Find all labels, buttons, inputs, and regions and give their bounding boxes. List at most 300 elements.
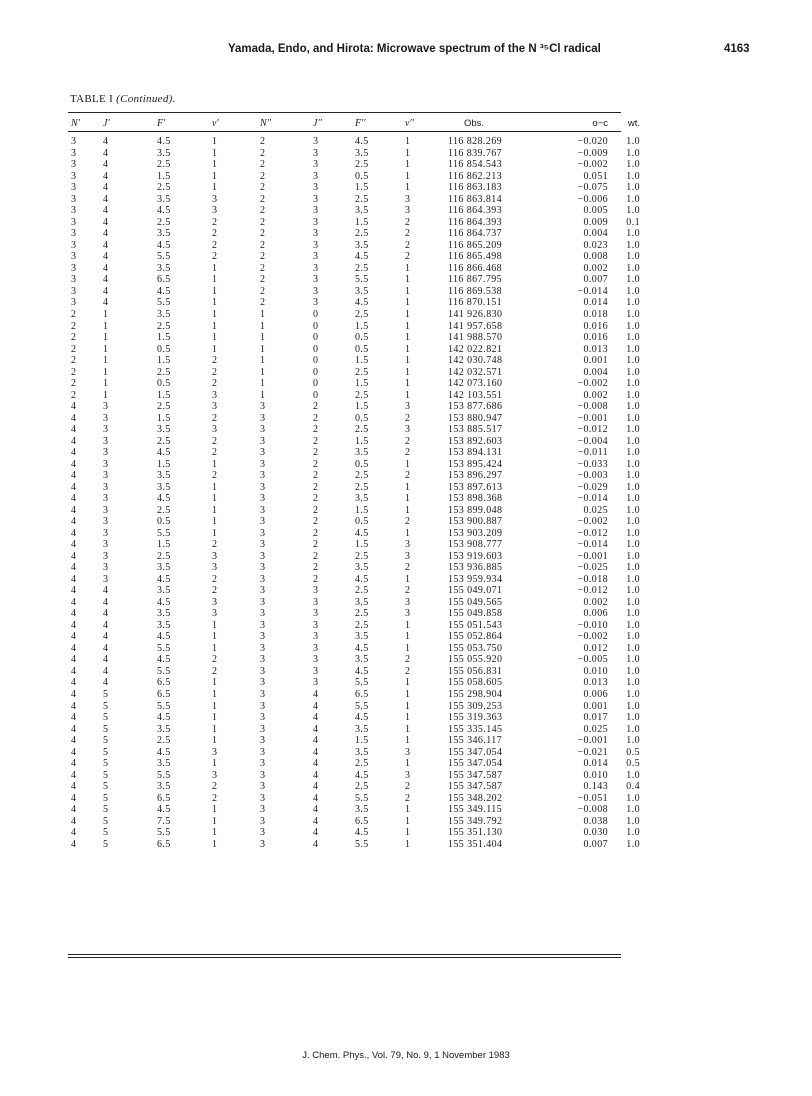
table-cell: 1.0 — [626, 470, 640, 482]
table-cell: 3 — [260, 758, 266, 770]
table-cell: 1.0 — [626, 827, 640, 839]
table-row — [68, 159, 642, 171]
table-cell: 4 — [103, 228, 109, 240]
table-cell: 2.5 — [355, 389, 369, 401]
table-cell: 1 — [405, 527, 411, 539]
table-cell: 3 — [260, 585, 266, 597]
table-cell: 4.5 — [157, 596, 171, 608]
table-cell: 1 — [405, 689, 411, 700]
table-cell: 5 — [103, 792, 109, 804]
table-cell: −0.006 — [577, 193, 608, 205]
table-cell: 3.5 — [157, 723, 171, 735]
table-cell: −0.021 — [577, 746, 608, 758]
table-cell: 3.5 — [157, 619, 171, 631]
table-cell: 3.5 — [355, 447, 369, 459]
table-cell: 4.5 — [355, 665, 369, 677]
table-cell: 2 — [260, 182, 266, 194]
table-cell: 1 — [212, 274, 218, 286]
table-row — [68, 585, 642, 597]
table-cell: 116 828.269 — [448, 136, 503, 148]
table-cell: 1.5 — [157, 539, 171, 551]
table-cell: 2 — [212, 654, 218, 666]
table-cell: 0.5 — [355, 412, 369, 424]
table-cell: 1 — [405, 147, 411, 159]
table-cell: 3.5 — [355, 654, 369, 666]
table-cell: 1 — [405, 389, 411, 401]
table-cell: 2 — [313, 435, 319, 447]
table-cell: 116 864.393 — [448, 216, 503, 228]
table-cell: 2 — [313, 527, 319, 539]
table-cell: 1 — [212, 147, 218, 159]
table-cell: 4.5 — [157, 136, 171, 148]
table-row — [68, 815, 642, 827]
table-cell: −0.025 — [577, 562, 608, 574]
table-row — [68, 539, 642, 551]
table-row — [68, 148, 642, 160]
table-cell: 1 — [212, 182, 218, 194]
table-cell: 2 — [405, 781, 411, 793]
table-cell: 116 865.498 — [448, 251, 503, 263]
table-cell: −0.014 — [577, 285, 608, 297]
table-cell: 3 — [405, 401, 411, 413]
table-cell: 3.5 — [355, 285, 369, 297]
table-cell: 3 — [260, 769, 266, 781]
table-cell: −0.002 — [577, 159, 608, 171]
table-cell: 3 — [260, 470, 266, 482]
table-cell: −0.029 — [577, 481, 608, 493]
table-cell: 5.5 — [157, 769, 171, 781]
table-cell: 0.001 — [583, 700, 608, 712]
table-cell: 3 — [260, 665, 266, 677]
table-cell: 4 — [103, 182, 109, 194]
table-cell: 0.010 — [583, 769, 608, 781]
table-cell: 3 — [260, 401, 266, 413]
table-cell: 2 — [313, 447, 319, 459]
table-cell: 1 — [405, 481, 411, 493]
table-row — [68, 458, 642, 470]
table-row — [68, 470, 642, 482]
table-cell: 1.5 — [157, 355, 171, 367]
table-cell: 4 — [71, 665, 77, 677]
table-cell: 0.5 — [355, 170, 369, 182]
table-cell: 4 — [71, 596, 77, 608]
table-cell: 0 — [313, 332, 319, 344]
table-cell: 1.0 — [626, 285, 640, 297]
table-cell: 4 — [313, 700, 319, 712]
table-cell: 0 — [313, 320, 319, 332]
table-cell: 5 — [103, 700, 109, 712]
table-cell: 3 — [71, 136, 77, 148]
table-cell: 3 — [313, 274, 319, 286]
table-cell: −0.020 — [577, 136, 608, 148]
table-cell: 3.5 — [157, 608, 171, 620]
table-cell: 141 957.658 — [448, 320, 503, 332]
table-cell: 0.143 — [583, 781, 608, 793]
table-cell: −0.009 — [577, 147, 608, 159]
table-cell: 1 — [212, 631, 218, 643]
table-cell: 5 — [103, 758, 109, 770]
table-cell: 2 — [212, 539, 218, 551]
table-cell: 1 — [405, 504, 411, 516]
table-cell: 0.002 — [583, 389, 608, 401]
table-row — [68, 182, 642, 194]
table-cell: 116 866.468 — [448, 262, 503, 274]
table-cell: 1 — [260, 389, 266, 401]
table-cell: 141 988.570 — [448, 332, 503, 344]
table-cell: 0.1 — [626, 216, 640, 228]
table-cell: 1 — [405, 297, 411, 309]
table-cell: 1.0 — [626, 539, 640, 551]
table-cell: 0.013 — [583, 677, 608, 689]
table-cell: 4 — [71, 493, 77, 505]
table-cell: 1 — [405, 366, 411, 378]
table-cell: 2.5 — [355, 193, 369, 205]
table-cell: 4 — [103, 596, 109, 608]
table-cell: 3 — [313, 631, 319, 643]
table-cell: 4 — [313, 804, 319, 816]
table-cell: 155 319.363 — [448, 712, 503, 724]
table-cell: 1 — [212, 516, 218, 528]
table-cell: 1.0 — [626, 182, 640, 194]
table-cell: 1 — [405, 355, 411, 367]
table-cell: 3 — [405, 608, 411, 620]
table-cell: 153 877.686 — [448, 401, 503, 413]
table-cell: 2 — [260, 262, 266, 274]
table-row — [68, 654, 642, 666]
table-cell: 1.0 — [626, 665, 640, 677]
table-cell: 3 — [313, 170, 319, 182]
table-cell: 3 — [260, 677, 266, 689]
table-cell: 3 — [405, 539, 411, 551]
table-cell: 2 — [405, 412, 411, 424]
table-cell: 4 — [103, 216, 109, 228]
table-cell: 4 — [103, 665, 109, 677]
table-cell: 2 — [405, 470, 411, 482]
table-cell: 4.5 — [157, 804, 171, 816]
table-cell: 1.0 — [626, 516, 640, 528]
table-cell: 2 — [71, 308, 77, 320]
table-cell: 3 — [260, 838, 266, 850]
table-cell: 0.007 — [583, 274, 608, 286]
table-cell: 0.005 — [583, 205, 608, 217]
col-header: F'' — [355, 117, 366, 129]
table-cell: −0.002 — [577, 516, 608, 528]
table-cell: 0.5 — [157, 378, 171, 390]
table-cell: 4 — [103, 631, 109, 643]
table-cell: 4 — [71, 827, 77, 839]
table-cell: 116 839.767 — [448, 147, 503, 159]
col-header: v'' — [405, 117, 414, 129]
table-cell: 2 — [260, 297, 266, 309]
table-cell: 3 — [260, 447, 266, 459]
table-cell: −0.012 — [577, 585, 608, 597]
table-cell: 3 — [103, 401, 109, 413]
table-cell: 1.5 — [355, 320, 369, 332]
table-cell: 155 351.404 — [448, 838, 503, 850]
table-cell: 4.5 — [355, 527, 369, 539]
table-cell: 1.0 — [626, 689, 640, 700]
table-cell: 153 903.209 — [448, 527, 503, 539]
table-cell: 1 — [405, 677, 411, 689]
table-cell: 3 — [260, 735, 266, 747]
table-cell: 0 — [313, 389, 319, 401]
table-cell: 1.0 — [626, 654, 640, 666]
table-cell: 1.0 — [626, 562, 640, 574]
table-row — [68, 723, 642, 735]
table-cell: 1.5 — [355, 735, 369, 747]
table-cell: 1 — [405, 136, 411, 148]
table-cell: 0.002 — [583, 262, 608, 274]
table-cell: 4 — [313, 815, 319, 827]
table-cell: 1.0 — [626, 332, 640, 344]
table-cell: −0.004 — [577, 435, 608, 447]
table-row — [68, 251, 642, 263]
table-cell: 0.4 — [626, 781, 640, 793]
table-cell: 3 — [313, 297, 319, 309]
table-cell: 0.013 — [583, 343, 608, 355]
table-cell: 1.0 — [626, 389, 640, 401]
table-cell: 116 863.814 — [448, 193, 503, 205]
table-cell: 4.5 — [355, 827, 369, 839]
table-cell: 0.014 — [583, 758, 608, 770]
table-cell: 2 — [405, 665, 411, 677]
table-row — [68, 746, 642, 758]
table-cell: 2 — [212, 378, 218, 390]
table-cell: 155 051.543 — [448, 619, 503, 631]
table-cell: 2.5 — [157, 159, 171, 171]
table-cell: 3 — [313, 285, 319, 297]
table-cell: 1.0 — [626, 677, 640, 689]
table-cell: 0.023 — [583, 239, 608, 251]
table-cell: 1 — [212, 619, 218, 631]
table-cell: 4 — [103, 251, 109, 263]
table-cell: 1 — [212, 320, 218, 332]
table-cell: 1 — [260, 366, 266, 378]
table-cell: 4.5 — [355, 297, 369, 309]
table-cell: −0.001 — [577, 412, 608, 424]
table-cell: 142 103.551 — [448, 389, 503, 401]
table-cell: 4 — [71, 481, 77, 493]
table-cell: 116 862.213 — [448, 170, 503, 182]
table-cell: 0.012 — [583, 642, 608, 654]
table-cell: 4 — [103, 159, 109, 171]
table-row — [68, 424, 642, 436]
table-cell: 0.030 — [583, 827, 608, 839]
table-cell: 0 — [313, 308, 319, 320]
table-cell: 4 — [103, 239, 109, 251]
table-cell: 1 — [405, 182, 411, 194]
table-cell: 3 — [260, 493, 266, 505]
table-cell: 3 — [260, 642, 266, 654]
table-cell: 3 — [212, 608, 218, 620]
table-cell: 3 — [313, 585, 319, 597]
table-cell: 4 — [313, 712, 319, 724]
table-cell: 4 — [103, 619, 109, 631]
table-cell: 2 — [405, 516, 411, 528]
table-cell: 1 — [212, 642, 218, 654]
table-cell: 3 — [103, 539, 109, 551]
table-cell: 2.5 — [355, 550, 369, 562]
table-cell: 3 — [212, 550, 218, 562]
table-cell: 2.5 — [157, 550, 171, 562]
table-cell: 1.5 — [355, 401, 369, 413]
table-cell: −0.012 — [577, 527, 608, 539]
table-cell: 155 351.130 — [448, 827, 503, 839]
table-cell: 3 — [103, 493, 109, 505]
table-row — [68, 574, 642, 586]
table-cell: 1.0 — [626, 228, 640, 240]
table-cell: 3 — [405, 596, 411, 608]
table-cell: 1 — [212, 308, 218, 320]
table-row — [68, 608, 642, 620]
table-cell: 3.5 — [355, 205, 369, 217]
table-cell: 1 — [212, 159, 218, 171]
table-row — [68, 505, 642, 517]
table-row — [68, 516, 642, 528]
table-cell: 2 — [212, 781, 218, 793]
table-cell: 3 — [71, 182, 77, 194]
table-cell: 4 — [71, 631, 77, 643]
table-cell: 3 — [71, 285, 77, 297]
table-cell: 3 — [313, 147, 319, 159]
table-cell: 3.5 — [157, 758, 171, 770]
table-cell: 3 — [260, 550, 266, 562]
table-cell: −0.002 — [577, 378, 608, 390]
table-cell: 2 — [405, 239, 411, 251]
table-body — [68, 132, 642, 850]
table-cell: 0.5 — [355, 516, 369, 528]
table-cell: 1.5 — [355, 504, 369, 516]
table-cell: 1 — [405, 827, 411, 839]
table-cell: 141 926.830 — [448, 308, 503, 320]
table-cell: 1.0 — [626, 481, 640, 493]
table-cell: 1.0 — [626, 193, 640, 205]
table-cell: 5 — [103, 804, 109, 816]
table-cell: 2.5 — [157, 401, 171, 413]
table-cell: 2.5 — [157, 435, 171, 447]
table-cell: 2 — [313, 493, 319, 505]
table-cell: 3 — [71, 262, 77, 274]
table-cell: 2.5 — [157, 320, 171, 332]
table-cell: 3.5 — [355, 562, 369, 574]
table-cell: 3.5 — [157, 262, 171, 274]
table-cell: 142 032.571 — [448, 366, 503, 378]
col-header: wt. — [627, 117, 640, 129]
table-cell: 4 — [71, 527, 77, 539]
table-cell: 2.5 — [355, 262, 369, 274]
table-cell: 142 022.821 — [448, 343, 503, 355]
table-cell: 3 — [260, 573, 266, 585]
table-cell: 3.5 — [157, 308, 171, 320]
table-cell: 1 — [260, 355, 266, 367]
table-cell: 4 — [71, 401, 77, 413]
table-row — [68, 481, 642, 493]
table-cell: −0.011 — [577, 447, 608, 459]
table-cell: 4 — [313, 827, 319, 839]
table-cell: 4 — [103, 297, 109, 309]
table-cell: 1.0 — [626, 458, 640, 470]
table-cell: 2 — [405, 216, 411, 228]
table-cell: 4 — [71, 424, 77, 436]
table-cell: 2 — [260, 205, 266, 217]
table-cell: 5.5 — [157, 297, 171, 309]
table-cell: 5.5 — [355, 700, 369, 712]
table-cell: 1.5 — [157, 332, 171, 344]
table-cell: 3 — [313, 216, 319, 228]
table-cell: 6.5 — [157, 689, 171, 700]
table-cell: 0.5 — [355, 343, 369, 355]
table-cell: 1 — [212, 493, 218, 505]
table-cell: 2 — [405, 447, 411, 459]
table-cell: 3 — [103, 435, 109, 447]
table-cell: 1 — [212, 297, 218, 309]
table-cell: 155 348.202 — [448, 792, 503, 804]
table-cell: 6.5 — [157, 792, 171, 804]
table-cell: 4 — [103, 147, 109, 159]
table-cell: 1 — [212, 815, 218, 827]
col-header: o−c — [592, 117, 608, 129]
table-cell: 2 — [313, 562, 319, 574]
table-cell: 6.5 — [157, 677, 171, 689]
table-cell: 153 896.297 — [448, 470, 503, 482]
table-cell: 4 — [313, 838, 319, 850]
table-cell: −0.051 — [577, 792, 608, 804]
table-cell: 2 — [405, 792, 411, 804]
table-cell: 3 — [313, 596, 319, 608]
table-cell: 0.017 — [583, 712, 608, 724]
table-cell: 4 — [103, 262, 109, 274]
table-cell: 0.051 — [583, 170, 608, 182]
table-cell: 1.0 — [626, 631, 640, 643]
table-row — [68, 217, 642, 229]
table-cell: 3 — [71, 274, 77, 286]
table-cell: 2.5 — [355, 585, 369, 597]
table-cell: 1 — [212, 262, 218, 274]
table-cell: 4 — [313, 689, 319, 700]
table-cell: 0 — [313, 366, 319, 378]
table-cell: 153 898.368 — [448, 493, 503, 505]
table-row — [68, 228, 642, 240]
table-cell: 4 — [71, 562, 77, 574]
table-cell: 4 — [313, 746, 319, 758]
table-cell: 4 — [71, 758, 77, 770]
table-cell: 3 — [103, 562, 109, 574]
table-cell: 1 — [212, 136, 218, 148]
table-cell: 0.016 — [583, 332, 608, 344]
table-cell: 1 — [405, 274, 411, 286]
table-cell: 155 335.145 — [448, 723, 503, 735]
table-cell: 3.5 — [157, 481, 171, 493]
table-cell: 5 — [103, 769, 109, 781]
table-row — [68, 286, 642, 298]
table-cell: 1.0 — [626, 170, 640, 182]
table-row — [68, 493, 642, 505]
table-row — [68, 597, 642, 609]
table-cell: 0.5 — [355, 458, 369, 470]
table-row — [68, 389, 642, 401]
table-cell: 0.002 — [583, 596, 608, 608]
table-cell: 1.0 — [626, 815, 640, 827]
table-cell: 4.5 — [157, 712, 171, 724]
table-cell: 2 — [212, 251, 218, 263]
table-cell: 1.5 — [355, 182, 369, 194]
table-row — [68, 689, 642, 701]
table-cell: 1 — [405, 573, 411, 585]
table-cell: 1.0 — [626, 573, 640, 585]
table-cell: 2 — [260, 147, 266, 159]
table-cell: 1 — [405, 700, 411, 712]
table-row — [68, 447, 642, 459]
